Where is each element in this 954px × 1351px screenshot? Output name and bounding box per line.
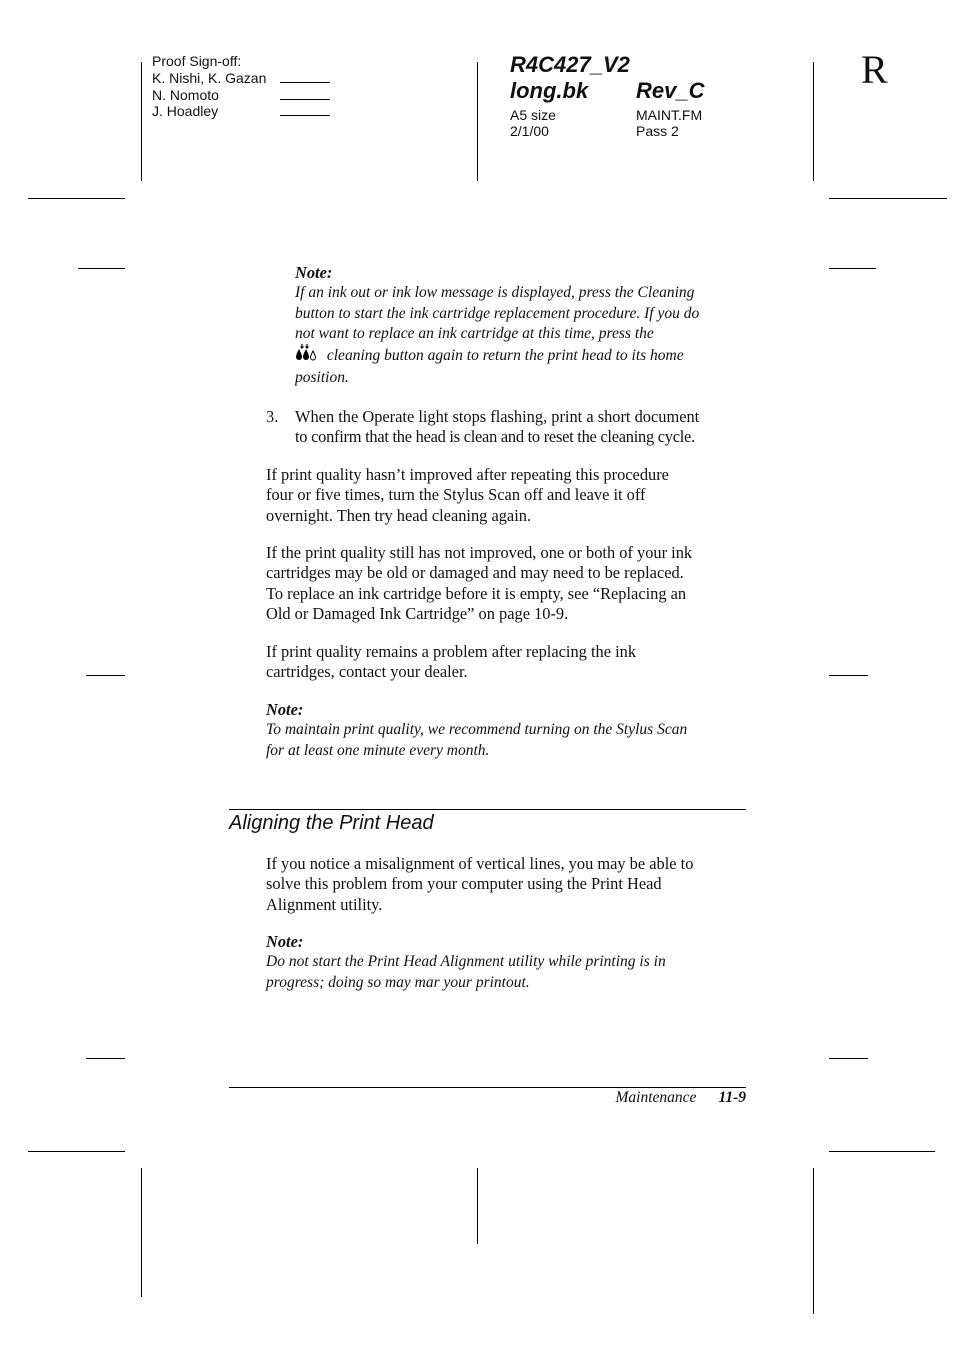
paragraph-line: If the print quality still has not improved, one or both of your ink	[266, 543, 693, 562]
paragraph-line: If print quality remains a problem after replacing the ink	[266, 642, 637, 661]
note-block	[266, 932, 756, 993]
step-line: When the Operate light stops flashing, print a short document	[295, 407, 700, 426]
doc-file: MAINT.FM	[636, 107, 703, 123]
paragraph	[266, 854, 756, 915]
crop-mark	[829, 1058, 868, 1059]
note-heading: Note:	[266, 700, 304, 719]
note-line: position.	[295, 369, 349, 387]
proof-signoff	[152, 53, 330, 120]
crop-mark	[78, 268, 125, 269]
paragraph-line: If print quality hasn’t improved after repeating this procedure	[266, 465, 669, 484]
doc-pass: Pass 2	[636, 123, 679, 139]
page-footer	[560, 1089, 746, 1107]
paragraph-line: solve this problem from your computer using the Print Head	[266, 874, 662, 894]
note-heading: Note:	[295, 263, 333, 282]
paragraph-line: cartridges, contact your dealer.	[266, 662, 468, 682]
signer-name: J. Hoadley	[152, 103, 219, 120]
section-heading: Aligning the Print Head	[229, 812, 434, 834]
paragraph-line: overnight. Then try head cleaning again.	[266, 505, 532, 525]
step-line: to confirm that the head is clean and to reset the cleaning cycle.	[295, 427, 695, 447]
paragraph-line: four or five times, turn the Stylus Scan off and leave it off	[266, 485, 646, 505]
paragraph-line: To replace an ink cartridge before it is empty, see “Replacing an	[266, 583, 687, 603]
doc-revision: Rev_C	[636, 78, 705, 103]
note-heading: Note:	[266, 932, 304, 951]
doc-code: R4C427_V2	[510, 52, 630, 77]
doc-date: 2/1/00	[510, 123, 549, 139]
crop-mark	[813, 1168, 814, 1314]
paragraph	[266, 642, 756, 683]
doc-book: long.bk	[510, 78, 589, 103]
paragraph-line: cartridges may be old or damaged and may need to be replaced.	[266, 563, 684, 583]
crop-mark	[477, 1168, 478, 1244]
note-line: progress; doing so may mar your printout.	[266, 973, 530, 991]
crop-mark	[141, 62, 142, 181]
crop-mark	[141, 1168, 142, 1297]
note-line: not want to replace an ink cartridge at this time, press the	[295, 324, 654, 342]
note-line: To maintain print quality, we recommend turning on the Stylus Scan	[266, 721, 688, 739]
footer-section: Maintenance	[615, 1089, 697, 1106]
signature-line	[280, 87, 330, 100]
cleaning-button-icon	[295, 344, 323, 368]
crop-mark	[28, 198, 125, 199]
signature-line	[280, 70, 330, 83]
crop-mark	[28, 1151, 125, 1152]
signer-name: N. Nomoto	[152, 86, 219, 103]
paragraph-line: Alignment utility.	[266, 894, 383, 914]
note-block	[266, 700, 756, 761]
paragraph-line: If you notice a misalignment of vertical lines, you may be able to	[266, 854, 694, 873]
step-number: 3.	[266, 407, 279, 426]
signature-line	[280, 103, 330, 116]
paragraph	[266, 465, 756, 526]
page-side-letter: R	[861, 47, 888, 92]
crop-mark	[829, 1151, 935, 1152]
note-line-text: cleaning button again to return the print head to its home	[323, 347, 684, 365]
paragraph	[266, 543, 756, 624]
crop-mark	[86, 675, 125, 676]
note-line: If an ink out or ink low message is displayed, press the Cleaning	[295, 284, 695, 302]
crop-mark	[829, 198, 947, 199]
proof-title: Proof Sign-off:	[152, 53, 242, 69]
footer-rule	[229, 1087, 746, 1088]
note-line: for at least one minute every month.	[266, 741, 490, 759]
crop-mark	[829, 675, 868, 676]
signer-name: K. Nishi, K. Gazan	[152, 69, 267, 86]
crop-mark	[86, 1058, 125, 1059]
step-text	[295, 407, 765, 448]
crop-mark	[813, 62, 814, 181]
note-line: Do not start the Print Head Alignment utility while printing is in	[266, 953, 666, 971]
doc-size: A5 size	[510, 107, 556, 123]
note-line: button to start the ink cartridge replacement procedure. If you do	[295, 304, 700, 322]
paragraph-line: Old or Damaged Ink Cartridge” on page 10-9.	[266, 603, 569, 623]
crop-mark	[829, 268, 876, 269]
page-number: 11-9	[718, 1089, 746, 1106]
crop-mark	[477, 62, 478, 181]
note-line-with-icon	[295, 344, 755, 368]
note-block	[295, 263, 755, 389]
